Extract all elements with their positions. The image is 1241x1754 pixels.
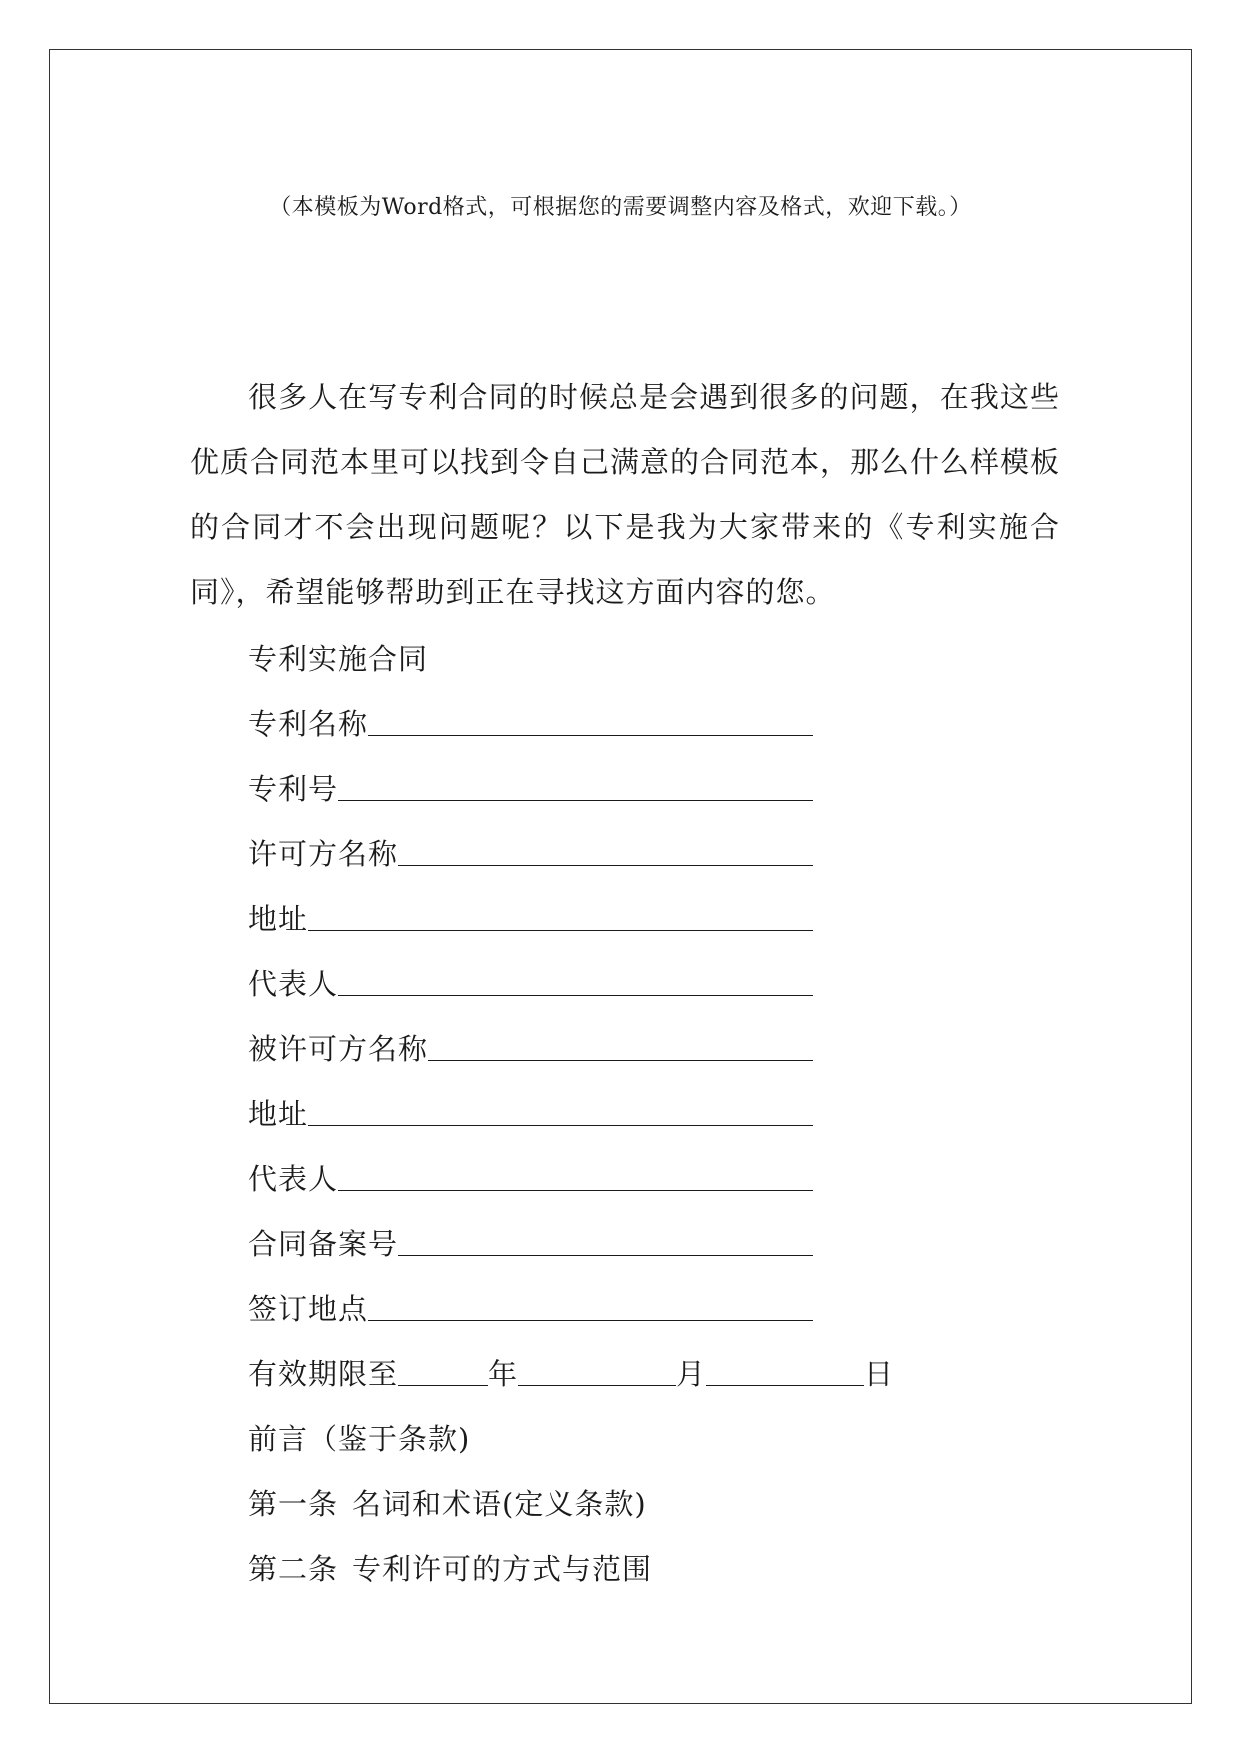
blank-line: [368, 1319, 813, 1321]
field-label: 专利号: [248, 772, 339, 806]
field-label: 签订地点: [248, 1292, 369, 1326]
blank-line: [368, 734, 813, 736]
field-licensee-address: [248, 1082, 1008, 1147]
article-number: 第一条: [248, 1487, 339, 1521]
field-licensor-name: [248, 822, 1008, 887]
blank-line-day: [706, 1384, 864, 1386]
template-note: （本模板为Word格式，可根据您的需要调整内容及格式，欢迎下载。）: [269, 195, 972, 220]
field-patent-number: [248, 757, 1008, 822]
field-label: 地址: [248, 902, 309, 936]
field-label: 被许可方名称: [248, 1032, 429, 1066]
field-licensor-address: [248, 887, 1008, 952]
field-licensee-name: [248, 1017, 1008, 1082]
field-signing-place: [248, 1277, 1008, 1342]
validity-label: 有效期限至: [248, 1357, 399, 1391]
blank-line: [338, 994, 813, 996]
field-filing-number: [248, 1212, 1008, 1277]
blank-line: [398, 864, 813, 866]
blank-line: [308, 929, 813, 931]
article-title: 名词和术语(定义条款): [352, 1487, 647, 1521]
preamble: 前言（鉴于条款): [248, 1422, 471, 1456]
blank-line: [308, 1124, 813, 1126]
field-patent-name: [248, 692, 1008, 757]
field-label: 专利名称: [248, 707, 369, 741]
field-validity-period: [248, 1342, 1008, 1407]
contract-body: [248, 627, 1008, 1602]
blank-line: [338, 1189, 813, 1191]
day-unit: 日: [864, 1357, 895, 1391]
article-number: 第二条: [248, 1552, 339, 1586]
field-licensee-representative: [248, 1147, 1008, 1212]
blank-line-year: [398, 1384, 488, 1386]
field-label: 地址: [248, 1097, 309, 1131]
article-2: [248, 1537, 1008, 1602]
year-unit: 年: [488, 1357, 519, 1391]
field-label: 许可方名称: [248, 837, 399, 871]
month-unit: 月: [676, 1357, 707, 1391]
article-1: [248, 1472, 1008, 1537]
blank-line: [338, 799, 813, 801]
blank-line-month: [518, 1384, 676, 1386]
field-label: 代表人: [248, 1162, 339, 1196]
article-title: 专利许可的方式与范围: [352, 1552, 653, 1586]
field-label: 合同备案号: [248, 1227, 399, 1261]
blank-line: [398, 1254, 813, 1256]
field-licensor-representative: [248, 952, 1008, 1017]
blank-line: [428, 1059, 813, 1061]
intro-paragraph: 很多人在写专利合同的时候总是会遇到很多的问题，在我这些优质合同范本里可以找到令自己满意的合同范本，那么什么样模板的合同才不会出现问题呢？以下是我为大家带来的《专利实施合同》，希望能够帮助到正在寻找这方面内容的您。: [190, 380, 1061, 609]
contract-title: 专利实施合同: [248, 642, 429, 676]
field-label: 代表人: [248, 967, 339, 1001]
